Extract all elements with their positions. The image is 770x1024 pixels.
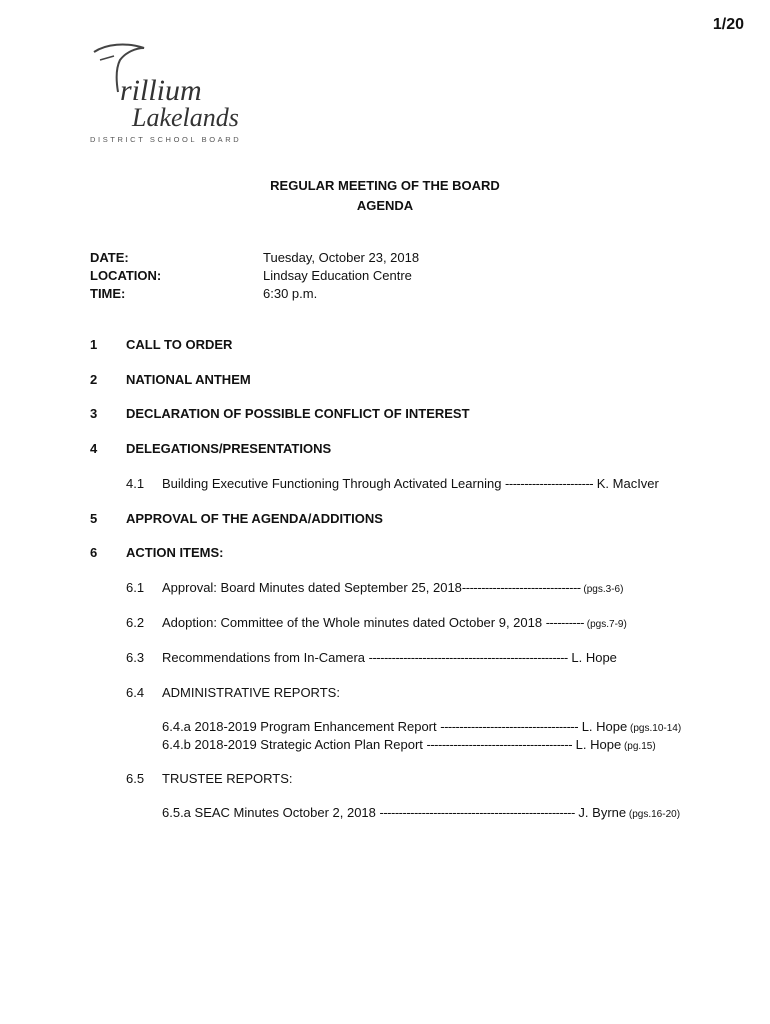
item-6-2-leader: ---------- — [545, 615, 585, 630]
item-6-5-a-line — [162, 805, 680, 820]
item-6-number: 6 — [90, 545, 98, 560]
item-1-heading: CALL TO ORDER — [126, 337, 233, 352]
item-6-2-text: Adoption: Committee of the Whole minutes dated October 9, 2018 — [162, 615, 546, 630]
item-3-number: 3 — [90, 406, 98, 421]
date-value: Tuesday, October 23, 2018 — [263, 250, 420, 265]
page-number: 1/20 — [712, 16, 744, 33]
item-6-4-b-pages: (pg.15) — [621, 741, 656, 752]
trillium-lakelands-logo — [86, 40, 276, 150]
item-6-1-text: Approval: Board Minutes dated September 25, 2018 — [162, 580, 462, 595]
item-4-1-leader: ----------------------- — [505, 476, 594, 491]
item-6-4-a-presenter: L. Hope — [578, 719, 628, 734]
item-4-1-number: 4.1 — [126, 476, 145, 491]
item-5-heading: APPROVAL OF THE AGENDA/ADDITIONS — [126, 511, 383, 526]
item-1-number: 1 — [90, 337, 98, 352]
item-6-3-leader: ---------------------------------------------------- — [368, 650, 568, 665]
item-6-4-b-line — [162, 737, 656, 752]
item-6-4-a-leader: ------------------------------------ — [440, 719, 579, 734]
item-6-5-number: 6.5 — [126, 771, 145, 786]
agenda-subtitle: AGENDA — [356, 198, 414, 213]
item-4-1-text: Building Executive Functioning Through Activated Learning — [162, 476, 506, 491]
item-4-heading: DELEGATIONS/PRESENTATIONS — [126, 441, 332, 456]
item-4-1-line — [162, 476, 659, 491]
item-6-4-a-text: 6.4.a 2018-2019 Program Enhancement Report — [162, 719, 441, 734]
location-value: Lindsay Education Centre — [263, 268, 412, 283]
time-value: 6:30 p.m. — [263, 286, 318, 301]
item-6-1-number: 6.1 — [126, 580, 145, 595]
logo-tagline: DISTRICT SCHOOL BOARD — [90, 135, 242, 144]
item-4-number: 4 — [90, 441, 98, 456]
item-6-2-pages: (pgs.7-9) — [584, 619, 627, 630]
item-6-5-a-pages: (pgs.16-20) — [626, 809, 681, 820]
item-2-heading: NATIONAL ANTHEM — [126, 372, 251, 387]
item-6-heading: ACTION ITEMS: — [126, 545, 224, 560]
item-6-5-a-text: 6.5.a SEAC Minutes October 2, 2018 — [162, 805, 380, 820]
item-6-2-line — [162, 615, 627, 630]
item-6-3-line — [162, 650, 617, 665]
item-6-3-text: Recommendations from In-Camera — [162, 650, 369, 665]
item-6-4-b-text: 6.4.b 2018-2019 Strategic Action Plan Report — [162, 737, 427, 752]
item-6-4-b-leader: -------------------------------------- — [426, 737, 573, 752]
logo-word-trillium: rillium — [120, 74, 202, 107]
item-6-1-leader: ------------------------------- — [461, 580, 581, 595]
item-6-2-number: 6.2 — [126, 615, 145, 630]
item-6-1-pages: (pgs.3-6) — [580, 584, 624, 595]
item-6-3-number: 6.3 — [126, 650, 145, 665]
item-6-4-b-presenter: L. Hope — [572, 737, 622, 752]
item-6-4-number: 6.4 — [126, 685, 145, 700]
logo-graphic — [86, 40, 276, 150]
agenda-title: REGULAR MEETING OF THE BOARD — [270, 178, 500, 193]
item-6-1-line — [162, 580, 623, 595]
logo-word-lakelands: Lakelands — [132, 103, 239, 132]
item-5-number: 5 — [90, 511, 98, 526]
item-6-4-a-line — [162, 719, 681, 734]
item-3-heading: DECLARATION OF POSSIBLE CONFLICT OF INTEREST — [126, 406, 470, 421]
item-6-4-heading: ADMINISTRATIVE REPORTS: — [162, 685, 340, 700]
item-6-4-a-pages: (pgs.10-14) — [627, 723, 682, 734]
location-label: LOCATION: — [90, 268, 162, 283]
item-6-5-a-leader: --------------------------------------------------- — [379, 805, 575, 820]
item-6-5-a-presenter: J. Byrne — [574, 805, 627, 820]
item-4-1-presenter: K. MacIver — [593, 476, 659, 491]
item-6-3-presenter: L. Hope — [567, 650, 617, 665]
time-label: TIME: — [90, 286, 126, 301]
date-label: DATE: — [90, 250, 129, 265]
item-6-5-heading: TRUSTEE REPORTS: — [162, 771, 293, 786]
item-2-number: 2 — [90, 372, 98, 387]
